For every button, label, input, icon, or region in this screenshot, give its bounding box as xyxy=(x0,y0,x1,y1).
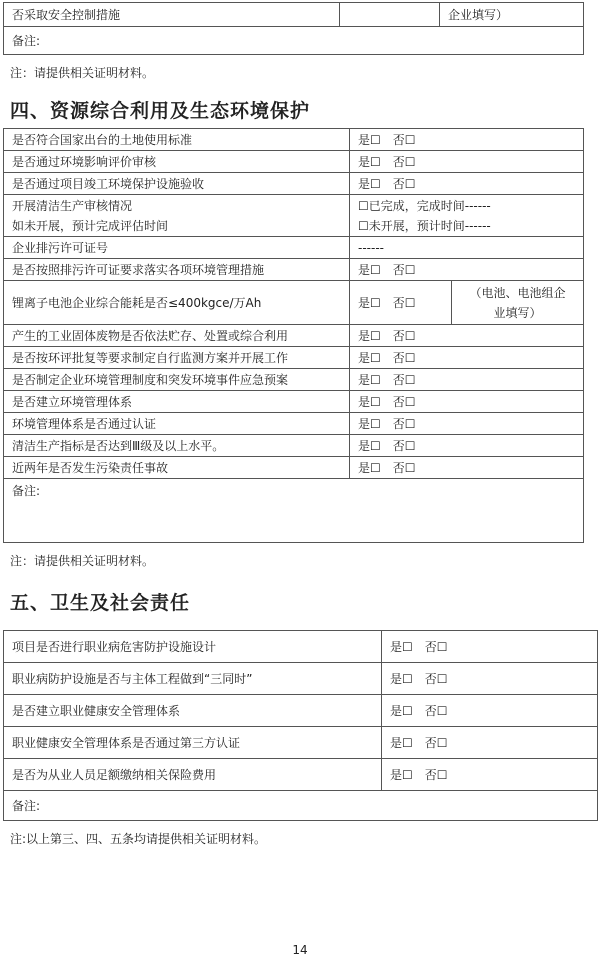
row-label: 职业病防护设施是否与主体工程做到“三同时” xyxy=(4,663,382,695)
row-value[interactable] xyxy=(350,195,584,237)
remark-cell[interactable]: 备注: xyxy=(4,479,584,543)
section4-table xyxy=(3,128,584,543)
row-value[interactable]: 是☐ 否☐ xyxy=(382,663,598,695)
row-value[interactable]: 是☐ 否☐ xyxy=(350,457,584,479)
row-value[interactable]: 是☐ 否☐ xyxy=(382,631,598,663)
table-row xyxy=(4,369,584,391)
row-extra xyxy=(452,281,584,325)
table-row xyxy=(4,435,584,457)
row-label: 是否为从业人员足额缴纳相关保险费用 xyxy=(4,759,382,791)
row-label: 产生的工业固体废物是否依法贮存、处置或综合利用 xyxy=(4,325,350,347)
row-label: 是否按照排污许可证要求落实各项环境管理措施 xyxy=(4,259,350,281)
row-label: 职业健康安全管理体系是否通过第三方认证 xyxy=(4,727,382,759)
row-value[interactable]: ------ xyxy=(350,237,584,259)
page-number: 14 xyxy=(292,943,308,957)
row-value[interactable]: 是☐ 否☐ xyxy=(350,391,584,413)
table-row xyxy=(4,457,584,479)
section5-note: 注:以上第三、四、五条均请提供相关证明材料。 xyxy=(10,832,267,846)
label-line: 如未开展，预计完成评估时间 xyxy=(12,218,169,233)
table-row xyxy=(4,151,584,173)
row-label: 清洁生产指标是否达到Ⅲ级及以上水平。 xyxy=(4,435,350,457)
row-label: 否采取安全控制措施 xyxy=(4,3,340,27)
extra-line: 业填写） xyxy=(493,305,542,320)
row-value[interactable]: 是☐ 否☐ xyxy=(350,151,584,173)
row-label: 锂离子电池企业综合能耗是否≤400kgce/万Ah xyxy=(4,281,350,325)
table-row xyxy=(4,695,598,727)
table-row xyxy=(4,631,598,663)
row-value[interactable]: 是☐ 否☐ xyxy=(350,325,584,347)
row-label: 是否通过环境影响评价审核 xyxy=(4,151,350,173)
table-row xyxy=(4,3,584,27)
row-label: 是否建立环境管理体系 xyxy=(4,391,350,413)
remark-row xyxy=(4,479,584,543)
table-row xyxy=(4,663,598,695)
table-row xyxy=(4,195,584,237)
value-line[interactable]: ☐未开展，预计时间------ xyxy=(358,218,491,233)
table-row xyxy=(4,347,584,369)
row-value[interactable]: 是☐ 否☐ xyxy=(350,413,584,435)
row-value[interactable]: 是☐ 否☐ xyxy=(382,759,598,791)
section3-table xyxy=(3,2,584,55)
row-value[interactable]: 是☐ 否☐ xyxy=(350,369,584,391)
value-line[interactable]: ☐已完成，完成时间------ xyxy=(358,198,491,213)
row-value[interactable]: 是☐ 否☐ xyxy=(350,347,584,369)
row-value[interactable]: 是☐ 否☐ xyxy=(382,695,598,727)
remark-row xyxy=(4,791,598,821)
remark-cell[interactable]: 备注: xyxy=(4,791,598,821)
row-value xyxy=(340,3,440,27)
row-value[interactable]: 是☐ 否☐ xyxy=(350,435,584,457)
table-row xyxy=(4,173,584,195)
table-row xyxy=(4,281,584,325)
row-value[interactable]: 是☐ 否☐ xyxy=(382,727,598,759)
row-label: 是否制定企业环境管理制度和突发环境事件应急预案 xyxy=(4,369,350,391)
table-row xyxy=(4,129,584,151)
table-row xyxy=(4,325,584,347)
section5-heading: 五、卫生及社会责任 xyxy=(10,592,191,614)
label-line: 开展清洁生产审核情况 xyxy=(12,198,133,213)
row-label: 企业排污许可证号 xyxy=(4,237,350,259)
row-label: 是否符合国家出台的土地使用标准 xyxy=(4,129,350,151)
row-label: 环境管理体系是否通过认证 xyxy=(4,413,350,435)
section4-heading: 四、资源综合利用及生态环境保护 xyxy=(10,100,311,122)
remark-cell[interactable]: 备注: xyxy=(4,27,584,55)
table-row xyxy=(4,727,598,759)
row-value[interactable]: 是☐ 否☐ xyxy=(350,173,584,195)
table-row xyxy=(4,759,598,791)
row-extra: 企业填写） xyxy=(440,3,584,27)
table-row xyxy=(4,237,584,259)
row-label: 项目是否进行职业病危害防护设施设计 xyxy=(4,631,382,663)
extra-line: （电池、电池组企 xyxy=(469,285,566,300)
section5-table xyxy=(3,630,598,821)
remark-row xyxy=(4,27,584,55)
table-row xyxy=(4,391,584,413)
row-label xyxy=(4,195,350,237)
row-label: 是否按环评批复等要求制定自行监测方案并开展工作 xyxy=(4,347,350,369)
row-label: 是否建立职业健康安全管理体系 xyxy=(4,695,382,727)
row-label: 是否通过项目竣工环境保护设施验收 xyxy=(4,173,350,195)
row-value[interactable]: 是☐ 否☐ xyxy=(350,281,452,325)
row-value[interactable]: 是☐ 否☐ xyxy=(350,259,584,281)
table-row xyxy=(4,259,584,281)
row-value[interactable]: 是☐ 否☐ xyxy=(350,129,584,151)
section3-note: 注：请提供相关证明材料。 xyxy=(10,66,155,80)
table-row xyxy=(4,413,584,435)
section4-note: 注：请提供相关证明材料。 xyxy=(10,554,155,568)
row-label: 近两年是否发生污染责任事故 xyxy=(4,457,350,479)
